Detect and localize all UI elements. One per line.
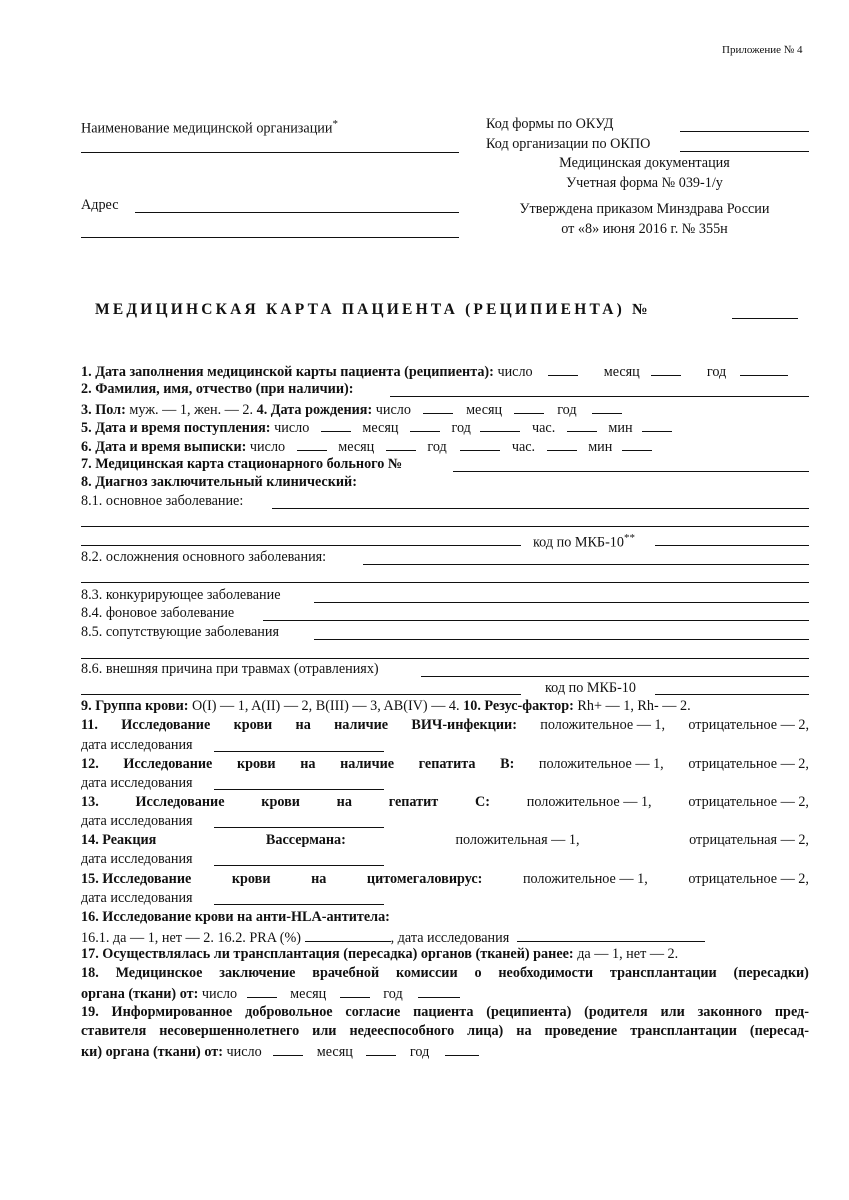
org-name-field[interactable] <box>81 152 459 153</box>
item-19: 19. Информированное добровольное согласие пациента (реципиента) (родителя или законного пред- <box>81 1004 809 1020</box>
item-7: 7. Медицинская карта стационарного больного № <box>81 456 403 472</box>
item-8-6: 8.6. внешняя причина при травмах (отравлениях) <box>81 661 379 677</box>
external-cause-field[interactable] <box>421 676 809 677</box>
discharge-day-field[interactable] <box>297 436 327 451</box>
mkb-code-field-2[interactable] <box>655 694 809 695</box>
main-disease-field-1[interactable] <box>272 508 809 509</box>
fill-date-year[interactable] <box>740 361 788 376</box>
item-2: 2. Фамилия, имя, отчество (при наличии): <box>81 381 354 397</box>
complications-field-2[interactable] <box>81 582 809 583</box>
consent-month-field[interactable] <box>366 1041 396 1056</box>
mkb-code-label-2: код по МКБ-10 <box>545 680 636 696</box>
fill-date-day[interactable] <box>548 361 578 376</box>
item-14-date: дата исследования <box>81 851 193 867</box>
competing-disease-field[interactable] <box>314 602 809 603</box>
discharge-month-field[interactable] <box>386 436 416 451</box>
item-18-line-2: органа (ткани) от: число месяц год <box>81 983 460 1003</box>
item-8-1: 8.1. основное заболевание: <box>81 493 244 509</box>
org-name-label: Наименование медицинской организации* <box>81 118 338 137</box>
appendix-label: Приложение № 4 <box>722 44 803 56</box>
main-disease-field-2[interactable] <box>81 526 809 527</box>
item-3-4: 3. Пол: муж. — 1, жен. — 2. 4. Дата рождения: число месяц год <box>81 399 622 419</box>
admit-min-field[interactable] <box>642 417 672 432</box>
hiv-test-date-field[interactable] <box>214 751 384 752</box>
mkb-code-field[interactable] <box>655 545 809 546</box>
item-15: 15. Исследование крови на цитомегаловирус: положительное — 1, отрицательное — 2, <box>81 871 809 887</box>
item-16: 16. Исследование крови на анти-HLA-антитела: <box>81 909 390 925</box>
item-19-line-2: ставителя несовершеннолетнего или недееспособного лица) на проведение трансплантации (пересад- <box>81 1023 809 1039</box>
admit-year-field[interactable] <box>480 417 520 432</box>
address-field-2[interactable] <box>81 237 459 238</box>
admit-month-field[interactable] <box>410 417 440 432</box>
pra-field[interactable] <box>305 927 391 942</box>
concomitant-disease-field-2[interactable] <box>81 658 809 659</box>
item-16-1: 16.1. да — 1, нет — 2. 16.2. PRA (%) , дата исследования <box>81 927 705 947</box>
item-6: 6. Дата и время выписки: число месяц год час. мин <box>81 436 652 456</box>
discharge-year-field[interactable] <box>460 436 500 451</box>
fill-date-month[interactable] <box>651 361 681 376</box>
item-11-date: дата исследования <box>81 737 193 753</box>
discharge-min-field[interactable] <box>622 436 652 451</box>
birth-year-field[interactable] <box>592 399 622 414</box>
hla-test-date-field[interactable] <box>517 927 705 942</box>
cmv-date-field[interactable] <box>214 904 384 905</box>
consent-year-field[interactable] <box>445 1041 479 1056</box>
background-disease-field[interactable] <box>263 620 809 621</box>
hepatitis-c-date-field[interactable] <box>214 827 384 828</box>
mkb-code-label: код по МКБ-10** <box>533 532 635 551</box>
item-8-5: 8.5. сопутствующие заболевания <box>81 624 279 640</box>
item-18: 18. Медицинское заключение врачебной комиссии о необходимости трансплантации (пересадки) <box>81 965 809 981</box>
main-disease-field-3[interactable] <box>81 545 521 546</box>
item-15-date: дата исследования <box>81 890 193 906</box>
item-8: 8. Диагноз заключительный клинический: <box>81 474 357 490</box>
item-12-date: дата исследования <box>81 775 193 791</box>
card-number-field[interactable] <box>732 318 798 319</box>
item-8-3: 8.3. конкурирующее заболевание <box>81 587 281 603</box>
wassermann-date-field[interactable] <box>214 865 384 866</box>
discharge-hour-field[interactable] <box>547 436 577 451</box>
approval-line-1: Утверждена приказом Минздрава России <box>519 201 770 217</box>
concomitant-disease-field-1[interactable] <box>314 639 809 640</box>
item-8-2: 8.2. осложнения основного заболевания: <box>81 549 327 565</box>
item-8-4: 8.4. фоновое заболевание <box>81 605 235 621</box>
address-label: Адрес <box>81 197 119 213</box>
item-17: 17. Осуществлялась ли трансплантация (пересадка) органов (тканей) ранее: да — 1, нет — 2. <box>81 946 679 962</box>
item-11: 11. Исследование крови на наличие ВИЧ-инфекции: положительное — 1, отрицательное — 2, <box>81 717 809 733</box>
external-cause-field-2[interactable] <box>81 694 521 695</box>
item-13-date: дата исследования <box>81 813 193 829</box>
full-name-field[interactable] <box>390 396 809 397</box>
admit-hour-field[interactable] <box>567 417 597 432</box>
item-5: 5. Дата и время поступления: число месяц год час. мин <box>81 417 672 437</box>
commission-day-field[interactable] <box>247 983 277 998</box>
approval-line-2: от «8» июня 2016 г. № 355н <box>561 221 728 237</box>
item-14: 14. Реакция Вассермана: положительная — 1, отрицательная — 2, <box>81 832 809 848</box>
page-title: МЕДИЦИНСКАЯ КАРТА ПАЦИЕНТА (РЕЦИПИЕНТА) № <box>95 301 651 318</box>
birth-month-field[interactable] <box>514 399 544 414</box>
hepatitis-b-date-field[interactable] <box>214 789 384 790</box>
birth-day-field[interactable] <box>423 399 453 414</box>
form-number: Учетная форма № 039-1/у <box>566 175 723 191</box>
okud-field[interactable] <box>680 131 809 132</box>
item-9-10: 9. Группа крови: O(I) — 1, A(II) — 2, B(III) — 3, AB(IV) — 4. 10. Резус-фактор: Rh+ — 1, Rh- — 2. <box>81 698 691 714</box>
okpo-label: Код организации по ОКПО <box>486 136 651 152</box>
admit-day-field[interactable] <box>321 417 351 432</box>
item-13: 13. Исследование крови на гепатит C: положительное — 1, отрицательное — 2, <box>81 794 809 810</box>
item-12: 12. Исследование крови на наличие гепатита B: положительное — 1, отрицательное — 2, <box>81 756 809 772</box>
consent-day-field[interactable] <box>273 1041 303 1056</box>
okpo-field[interactable] <box>680 151 809 152</box>
commission-year-field[interactable] <box>418 983 460 998</box>
complications-field-1[interactable] <box>363 564 809 565</box>
inpatient-card-number-field[interactable] <box>453 471 809 472</box>
okud-label: Код формы по ОКУД <box>486 116 614 132</box>
address-field-1[interactable] <box>135 212 459 213</box>
med-doc-label: Медицинская документация <box>559 155 730 171</box>
item-19-line-3: ки) органа (ткани) от: число месяц год <box>81 1041 479 1061</box>
commission-month-field[interactable] <box>340 983 370 998</box>
item-1: 1. Дата заполнения медицинской карты пациента (реципиента): число месяц год <box>81 361 788 381</box>
